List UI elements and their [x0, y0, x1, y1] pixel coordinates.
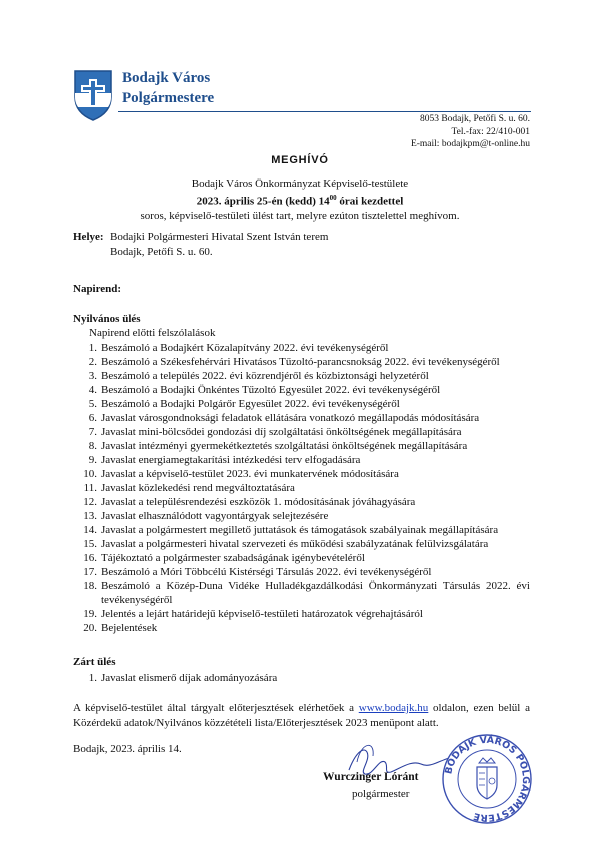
agenda-item-text: Javaslat a településrendezési eszközök 1. módosításának jóváhagyására [101, 496, 416, 508]
footer-note-part1: A képviselő-testület által tárgyalt előterjesztések elérhetőek a [73, 702, 359, 714]
signer-role: polgármester [352, 788, 410, 800]
agenda-item-text: Javaslat a polgármestert megillető juttatások és támogatások szabályainak megállapítására [101, 524, 499, 536]
signer-name: Wurczinger Lóránt [323, 771, 419, 783]
public-session-heading: Nyilvános ülés [73, 313, 141, 325]
footer-note [73, 701, 530, 731]
agenda-item-text: Beszámoló a Bodajki Polgárőr Egyesület 2022. évi tevékenységéről [101, 398, 400, 410]
agenda-item-number: 20. [83, 622, 97, 634]
agenda-item-text: Beszámoló a Móri Többcélú Kistérségi Társulás 2022. évi tevékenységéről [101, 566, 432, 578]
agenda-item-number: 17. [83, 566, 97, 578]
coat-of-arms-logo [73, 69, 113, 121]
meeting-date: 2023. április 25-én (kedd) 14 [196, 195, 330, 208]
agenda-item-number: 13. [83, 510, 97, 522]
agenda-item-number: 6. [88, 412, 97, 424]
official-seal-stamp [441, 733, 533, 825]
agenda-item-number: 3. [88, 370, 97, 382]
agenda-item [73, 495, 530, 509]
agenda-heading: Napirend: [73, 283, 122, 295]
agenda-item-text: Tájékoztató a polgármester szabadságának igénybevételéről [101, 552, 365, 564]
telfax-line: Tel.-fax: 22/410-001 [451, 126, 530, 137]
header-divider [118, 111, 531, 112]
agenda-item-number: 1. [88, 672, 97, 684]
footer-note-part2: oldalon, ezen belül a Közérdekű adatok/Nyilvános közzétételi lista/Előterjesztések 2023 menüpont alatt. [73, 702, 530, 729]
location-line2: Bodajk, Petőfi S. u. 60. [110, 246, 213, 258]
agenda-item [73, 671, 530, 685]
agenda-item-number: 4. [88, 384, 97, 396]
agenda-item [73, 509, 530, 523]
agenda-item-text: Javaslat mini-bölcsődei gondozási díj szolgáltatási önköltségének megállapítására [101, 426, 462, 438]
agenda-item [73, 439, 530, 453]
agenda-item-text: Beszámoló a település 2022. évi közrendjéről és közbiztonsági helyzetéről [101, 370, 429, 382]
agenda-item [73, 579, 530, 607]
document-title: MEGHÍVÓ [271, 154, 329, 166]
agenda-item-number: 1. [88, 342, 97, 354]
agenda-item [73, 369, 530, 383]
location-label: Helye: [73, 231, 104, 243]
agenda-item-number: 12. [83, 496, 97, 508]
agenda-item [73, 383, 530, 397]
agenda-item [73, 481, 530, 495]
public-agenda-list [73, 341, 530, 635]
agenda-item-text: Javaslat városgondnoksági feladatok ellátására vonatkozó megállapodás módosítására [101, 412, 480, 424]
agenda-item [73, 341, 530, 355]
meeting-time-tail: órai kezdettel [336, 195, 404, 208]
intro-block [0, 177, 600, 223]
intro-line2 [0, 191, 600, 209]
agenda-item [73, 397, 530, 411]
agenda-item [73, 537, 530, 551]
pre-agenda-item: Napirend előtti felszólalások [89, 327, 216, 339]
location-line1: Bodajki Polgármesteri Hivatal Szent István terem [110, 231, 329, 243]
closed-agenda-list [73, 671, 530, 685]
agenda-item-number: 10. [83, 468, 97, 480]
agenda-item [73, 621, 530, 635]
agenda-item-number: 16. [83, 552, 97, 564]
address-line: 8053 Bodajk, Petőfi S. u. 60. [419, 114, 530, 124]
agenda-item-text: Beszámoló a Bodajkért Közalapítvány 2022. évi tevékenységéről [101, 342, 389, 354]
org-name-line1: Bodajk Város [122, 70, 211, 86]
contact-block [411, 113, 530, 151]
agenda-item [73, 467, 530, 481]
agenda-item-number: 11. [83, 482, 97, 494]
org-name-line2: Polgármestere [122, 90, 215, 106]
agenda-item-number: 15. [83, 538, 97, 550]
agenda-item [73, 411, 530, 425]
agenda-item [73, 607, 530, 621]
agenda-item-number: 5. [88, 398, 97, 410]
agenda-item-text: Javaslat a polgármesteri hivatal szervezeti és működési szabályzatának felülvizsgálatára [101, 538, 489, 550]
agenda-item-number: 2. [88, 356, 97, 368]
agenda-item-text: Beszámoló a Székesfehérvári Hivatásos Tűzoltó-parancsnokság 2022. évi tevékenységéről [101, 356, 500, 368]
agenda-item [73, 523, 530, 537]
agenda-item [73, 425, 530, 439]
agenda-item-text: Javaslat a képviselő-testület 2023. évi munkatervének módosítására [101, 468, 399, 480]
agenda-item [73, 565, 530, 579]
agenda-item-text: Bejelentések [101, 622, 158, 634]
agenda-item-text: Beszámoló a Közép-Duna Vidéke Hulladékgazdálkodási Önkormányzati Társulás 2022. évi tevékenységéről [101, 580, 530, 606]
svg-text:BODAJK VÁROS POLGÁRMESTERE: BODAJK VÁROS POLGÁRMESTERE [443, 734, 532, 824]
agenda-item [73, 453, 530, 467]
agenda-item-text: Javaslat elismerő díjak adományozására [101, 672, 278, 684]
website-link[interactable]: www.bodajk.hu [358, 702, 429, 714]
place-date: Bodajk, 2023. április 14. [73, 743, 182, 755]
agenda-item-number: 7. [88, 426, 97, 438]
agenda-item-number: 14. [83, 524, 97, 536]
agenda-item-text: Beszámoló a Bodajki Önkéntes Tűzoltó Egyesület 2022. évi tevékenységéről [101, 384, 441, 396]
agenda-item-text: Javaslat energiamegtakarítási intézkedési terv elfogadására [101, 454, 361, 466]
agenda-item-text: Jelentés a lejárt határidejű képviselő-testületi határozatok végrehajtásáról [101, 608, 423, 620]
agenda-item-number: 9. [88, 454, 97, 466]
agenda-item-number: 8. [88, 440, 97, 452]
intro-line3: soros, képviselő-testületi ülést tart, melyre ezúton tisztelettel meghívom. [140, 209, 460, 222]
meeting-time-sup: 00 [329, 194, 337, 202]
email-line: E-mail: bodajkpm@t-online.hu [410, 139, 530, 149]
agenda-item-number: 19. [83, 608, 97, 620]
closed-session-heading: Zárt ülés [73, 656, 116, 668]
location-block [73, 230, 328, 260]
intro-line1: Bodajk Város Önkormányzat Képviselő-testülete [191, 178, 409, 190]
agenda-item-text: Javaslat intézményi gyermekétkeztetés szolgáltatási önköltségének megállapítására [101, 440, 468, 452]
agenda-item-number: 18. [83, 580, 97, 592]
agenda-item-text: Javaslat elhasználódott vagyontárgyak selejtezésére [101, 510, 329, 522]
agenda-item-text: Javaslat közlekedési rend megváltoztatására [101, 482, 295, 494]
agenda-item [73, 355, 530, 369]
agenda-item [73, 551, 530, 565]
